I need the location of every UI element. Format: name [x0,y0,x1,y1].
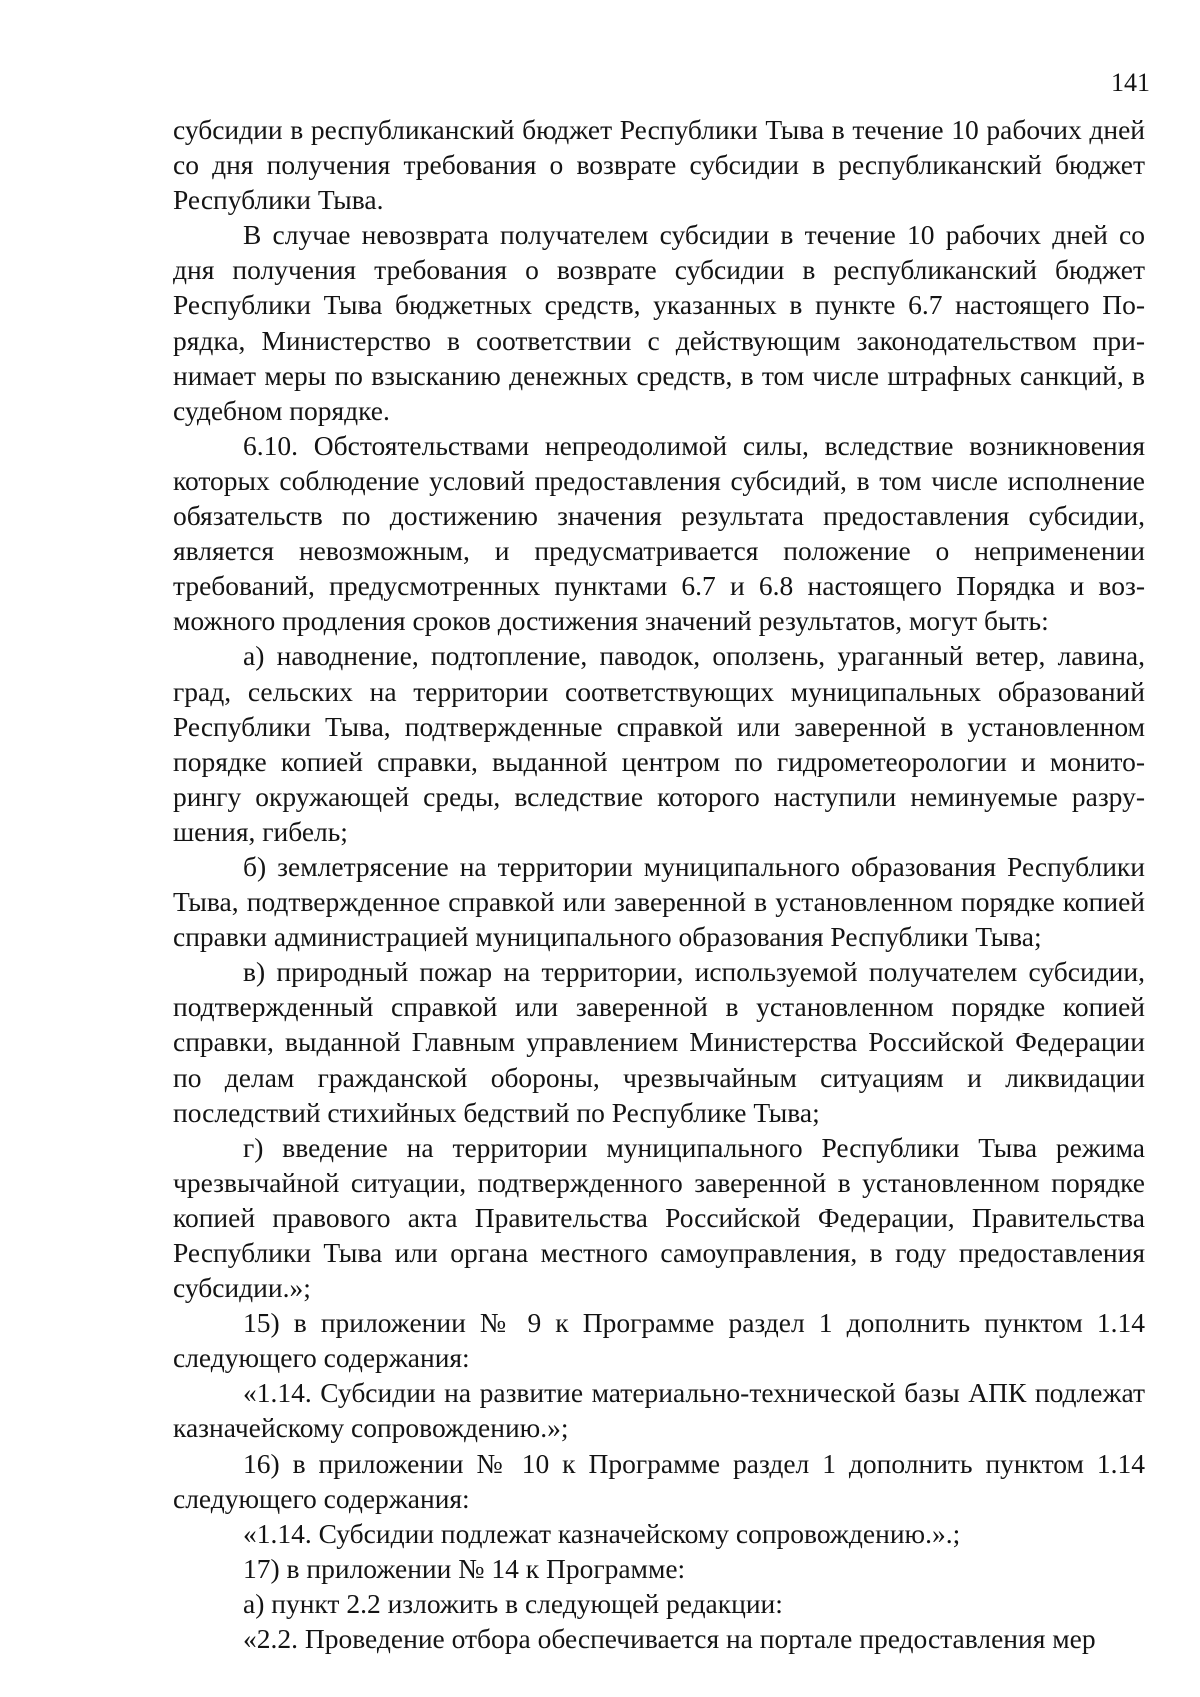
paragraph: субсидии в республиканский бюджет Республики Тыва в течение 10 рабочих дней со дня получения требования о возврате субсидии в республиканский бюджет Республики Тыва. [173,114,1145,216]
paragraph: а) пункт 2.2 изложить в следующей редакции: [243,1587,783,1619]
paragraph: в) природный пожар на территории, используемой получателем субсидии, подтвержденный справкой или заверенной в установленном порядке копией справки, выданной Главным управлением Министерства Российской Федерации по делам гражданской обороны, чрезвычайным ситуациям и ликвидации последствий стихийных бедствий по Республике Тыва; [173,956,1145,1128]
paragraph: а) наводнение, подтопление, паводок, оползень, ураганный ветер, лавина, град, сельских на территории соответствующих муниципальных образований Республики Тыва, подтвержденные справкой или заверенной в установленном порядке копией справки, выданной центром по гидрометеорологии и мониторингу окружающей среды, вследствие которого наступили неминуемые разрушения, гибель; [173,640,1145,847]
paragraph: «1.14. Субсидии на развитие материально-технической базы АПК подлежат казначейскому сопровождению.»; [173,1377,1145,1444]
paragraph: В случае невозврата получателем субсидии в течение 10 рабочих дней со дня получения требования о возврате субсидии в республиканский бюджет Республики Тыва бюджетных средств, указанных в пункте 6.7 настоящего Порядка, Министерство в соответствии с действующим законодательством принимает меры по взысканию денежных средств, в том числе штрафных санкций, в судебном порядке. [173,219,1145,426]
document-body [173,112,1145,1656]
paragraph: 17) в приложении № 14 к Программе: [243,1552,686,1584]
paragraph: 6.10. Обстоятельствами непреодолимой силы, вследствие возникновения которых соблюдение условий предоставления субсидий, в том числе исполнение обязательств по достижению значения результата предоставления субсидии, является невозможным, и предусматривается положение о неприменении требований, предусмотренных пунктами 6.7 и 6.8 настоящего Порядка и возможного продления сроков достижения значений результатов, могут быть: [173,429,1145,637]
paragraph: «2.2. Проведение отбора обеспечивается на портале предоставления мер [243,1623,1096,1655]
paragraph: 16) в приложении № 10 к Программе раздел 1 дополнить пунктом 1.14 следующего содержания: [173,1447,1145,1514]
paragraph: б) землетрясение на территории муниципального образования Республики Тыва, подтвержденное справкой или заверенной в установленном порядке копией справки администрацией муниципального образования Республики Тыва; [173,850,1145,953]
page-number: 141 [1111,68,1150,97]
paragraph: 15) в приложении № 9 к Программе раздел 1 дополнить пунктом 1.14 следующего содержания: [173,1307,1145,1374]
paragraph: г) введение на территории муниципального Республики Тыва режима чрезвычайной ситуации, подтвержденного заверенной в установленном порядке копией правового акта Правительства Российской Федерации, Правительства Республики Тыва или органа местного самоуправления, в году предоставления субсидии.»; [173,1131,1145,1304]
paragraph: «1.14. Субсидии подлежат казначейскому сопровождению.».; [243,1517,961,1549]
